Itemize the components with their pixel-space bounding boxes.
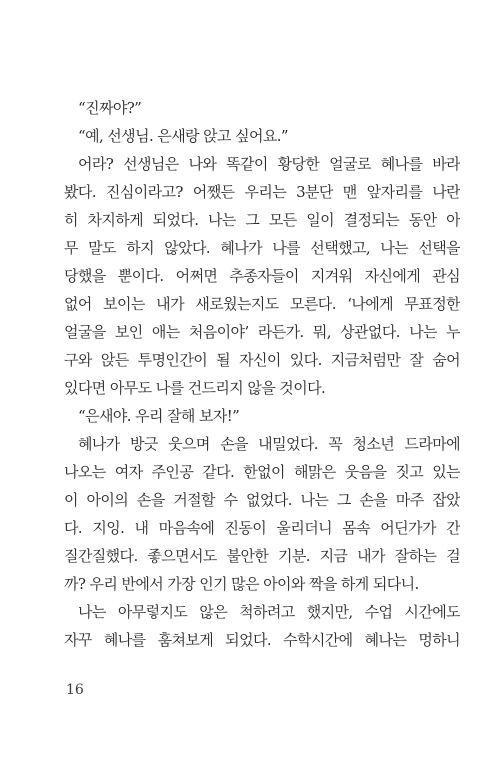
text-line: 당했을 뿐이다. 어쩌면 추종자들이 지겨워 자신에게 관심 [64,267,460,285]
text-line: 무 말도 하지 않았다. 혜나가 나를 선택했고, 나는 선택을 [64,239,460,257]
text-line: 까? 우리 반에서 가장 인기 많은 아이와 짝을 하게 되다니. [64,575,419,593]
text-line: 자꾸 혜나를 훔쳐보게 되었다. 수학시간에 혜나는 멍하니 [64,631,460,649]
text-line: 어라? 선생님은 나와 똑같이 황당한 얼굴로 혜나를 바라 [78,155,460,173]
text-line: 구와 앉든 투명인간이 될 자신이 있다. 지금처럼만 잘 숨어 [64,351,460,369]
text-line: 질간질했다. 좋으면서도 불안한 기분. 지금 내가 잘하는 걸 [64,547,460,565]
text-line: 이 아이의 손을 거절할 수 없었다. 나는 그 손을 마주 잡았 [64,491,460,509]
text-line: 나오는 여자 주인공 같다. 한없이 해맑은 웃음을 짓고 있는 [64,463,460,481]
body-text [64,94,460,654]
text-line: 얼굴을 보인 애는 처음이야’ 라든가. 뭐, 상관없다. 나는 누 [64,323,460,341]
text-line: 나는 아무렇지도 않은 척하려고 했지만, 수업 시간에도 [78,603,460,621]
text-line: 없어 보이는 내가 새로웠는지도 모른다. ‘나에게 무표정한 [64,295,460,313]
text-line: “진짜야?” [78,99,142,117]
text-line: 히 차지하게 되었다. 나는 그 모든 일이 결정되는 동안 아 [64,211,460,229]
page-number: 16 [66,682,84,698]
text-line: “은새야. 우리 잘해 보자!” [78,407,240,425]
text-line: 있다면 아무도 나를 건드리지 않을 것이다. [64,379,326,397]
text-line: 봤다. 진심이라고? 어쨌든 우리는 3분단 맨 앞자리를 나란 [64,183,460,201]
text-line: “예, 선생님. 은새랑 앉고 싶어요.” [78,127,288,145]
text-line: 혜나가 방긋 웃으며 손을 내밀었다. 꼭 청소년 드라마에 [78,435,460,453]
text-line: 다. 지잉. 내 마음속에 진동이 울리더니 몸속 어딘가가 간 [64,519,460,537]
